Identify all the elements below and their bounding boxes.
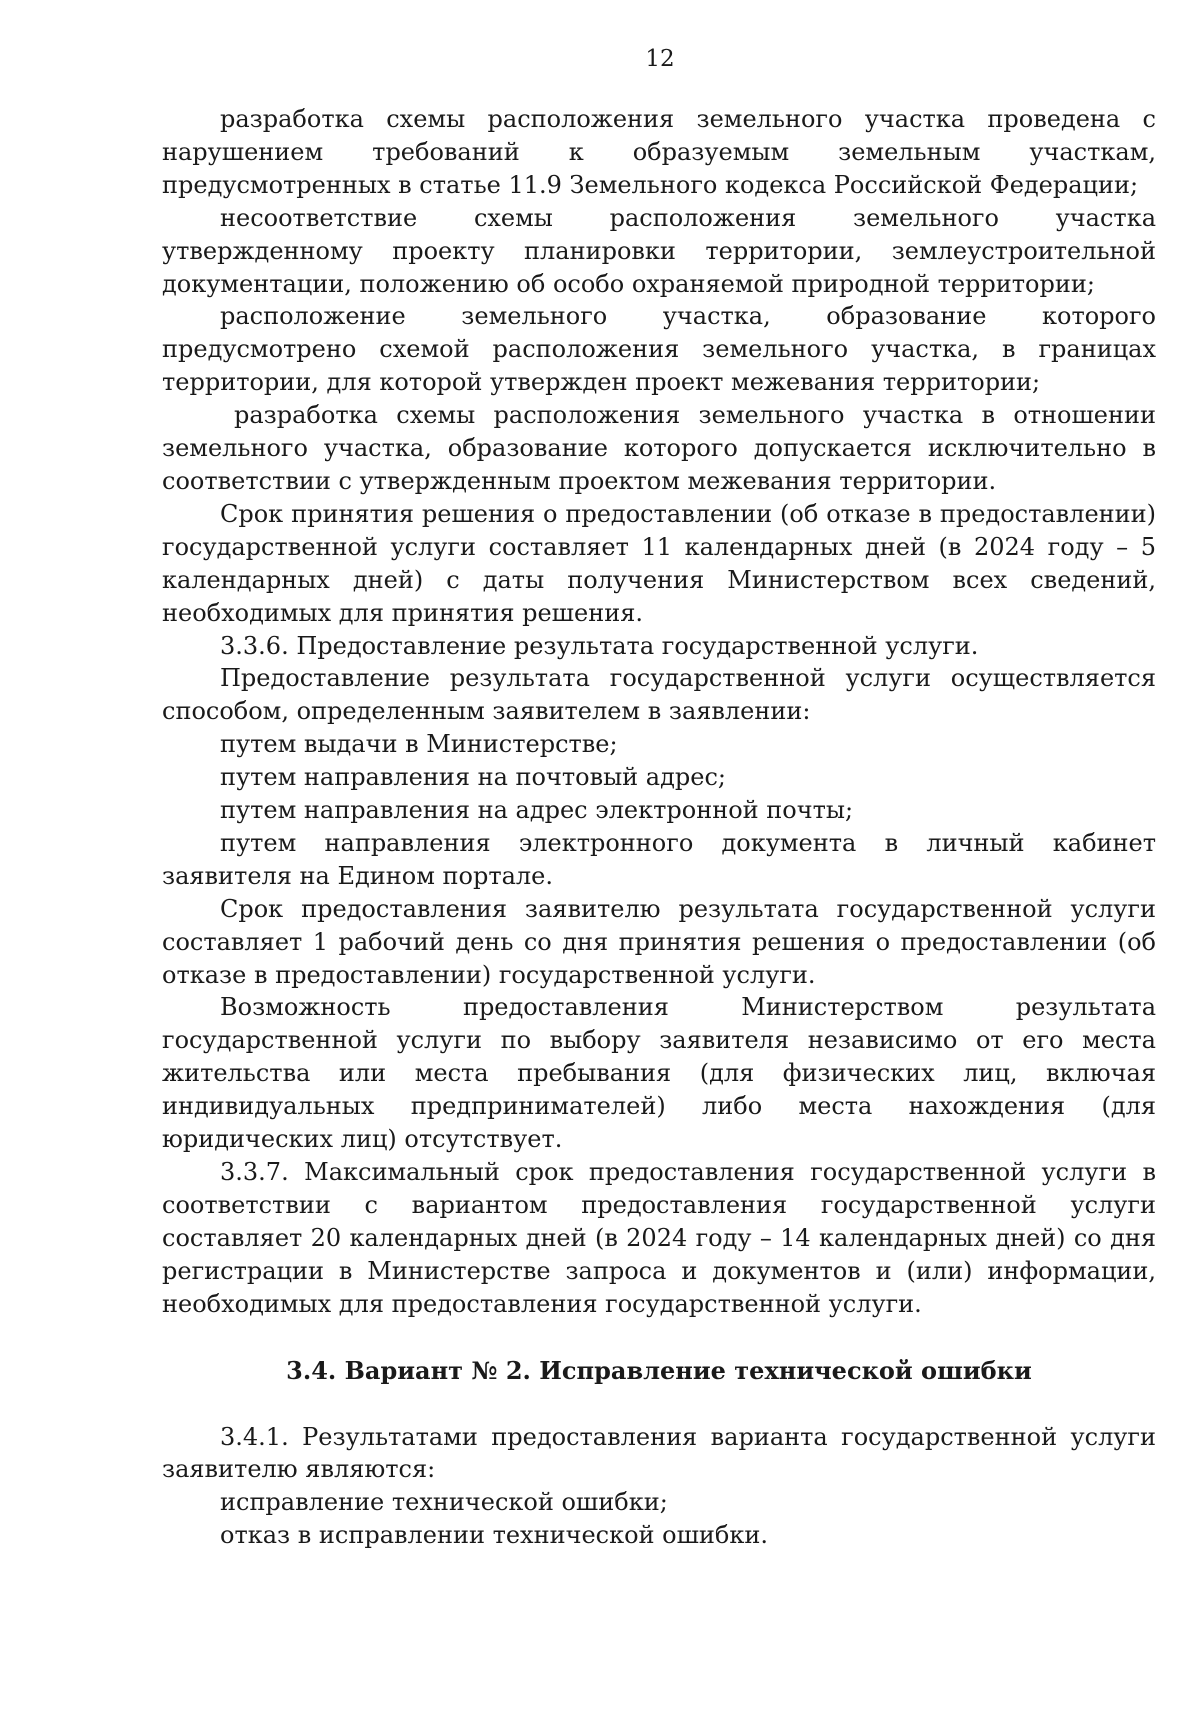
document-body [162, 103, 1156, 1552]
paragraph-scheme-development: разработка схемы расположения земельного участка в отношении земельного участка, образование которого допускается исключительно в соответствии с утвержденным проектом межевания территории. [162, 401, 1156, 495]
page-number: 12 [645, 46, 675, 72]
list-item-portal: путем направления электронного документа в личный кабинет заявителя на Едином портале. [162, 828, 1156, 890]
list-item-correction: исправление технической ошибки; [220, 1488, 668, 1517]
paragraph-3-4-1: 3.4.1. Результатами предоставления варианта государственной услуги заявителю являются: [162, 1422, 1156, 1484]
list-item-ministry: путем выдачи в Министерстве; [220, 730, 618, 759]
list-item-refusal: отказ в исправлении технической ошибки. [220, 1521, 769, 1550]
paragraph-decision-term: Срок принятия решения о предоставлении (об отказе в предоставлении) государственной услуги составляет 11 календарных дней (в 2024 году – 5 календарных дней) с даты получения Министерством всех сведений, необходимых для принятия решения. [162, 499, 1156, 627]
paragraph-plot-location: расположение земельного участка, образование которого предусмотрено схемой расположения земельного участка, в границах территории, для которой утвержден проект межевания территории; [162, 302, 1156, 397]
paragraph-extraterritorial: Возможность предоставления Министерством результата государственной услуги по выбору заявителя независимо от его места жительства или места пребывания (для физических лиц, включая индивидуальных предпринимателей) либо места нахождения (для юридических лиц) отсутствует. [162, 993, 1156, 1154]
list-item-email: путем направления на адрес электронной почты; [220, 796, 854, 825]
paragraph-scheme-mismatch: несоответствие схемы расположения земельного участка утвержденному проекту планировки территории, землеустроительной документации, положению об особо охраняемой природной территории; [162, 203, 1156, 298]
paragraph-result-delivery: Предоставление результата государственной услуги осуществляется способом, определенным заявителем в заявлении: [162, 664, 1156, 726]
paragraph-result-term: Срок предоставления заявителю результата государственной услуги составляет 1 рабочий день со дня принятия решения о предоставлении (об отказе в предоставлении) государственной услуги. [162, 894, 1156, 989]
list-item-postal: путем направления на почтовый адрес; [220, 763, 726, 792]
paragraph-3-3-7-max-term: 3.3.7. Максимальный срок предоставления государственной услуги в соответствии с вариантом предоставления государственной услуги составляет 20 календарных дней (в 2024 году – 14 календарных дней) со дня регистрации в Министерстве запроса и документов и (или) информации, необходимых для предоставления государственной услуги. [162, 1158, 1156, 1318]
section-heading: 3.4. Вариант № 2. Исправление технической ошибки [286, 1355, 1032, 1385]
paragraph-scheme-violation: разработка схемы расположения земельного участка проведена с нарушением требований к образуемым земельным участкам, предусмотренных в статье 11.9 Земельного кодекса Российской Федерации; [162, 105, 1156, 199]
paragraph-3-3-6-title: 3.3.6. Предоставление результата государственной услуги. [220, 631, 979, 660]
